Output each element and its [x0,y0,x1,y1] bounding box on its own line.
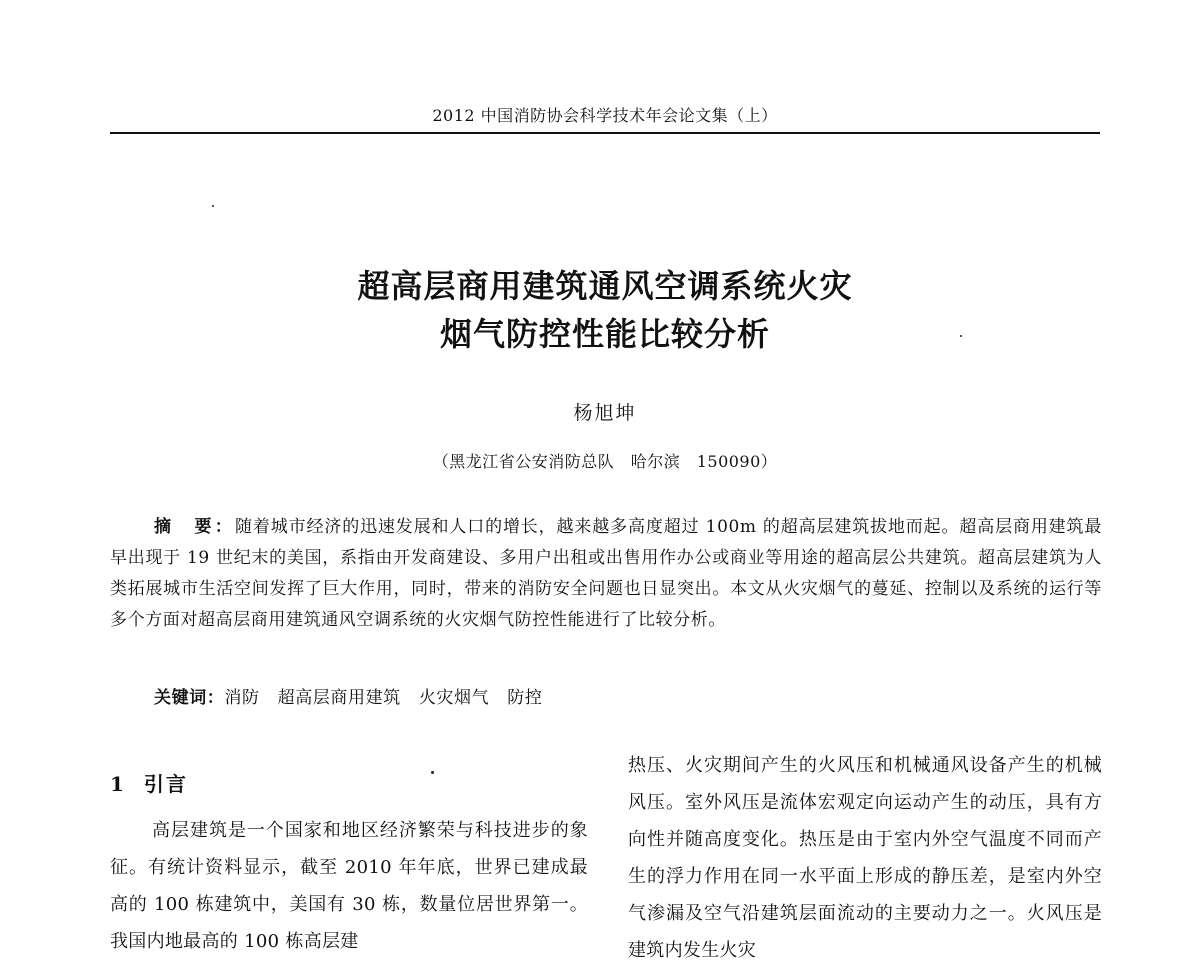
keyword: 消防 [224,688,260,708]
scan-speck [431,771,434,774]
abstract-label: 摘 要： [154,517,236,537]
author-name: 杨旭坤 [573,402,637,424]
paper-title [110,262,1100,358]
header-rule [110,132,1100,134]
section-number: 1 [110,772,126,796]
running-header: 2012 中国消防协会科学技术年会论文集（上） [432,106,778,125]
keywords [154,683,1094,713]
keyword: 火灾烟气 [418,688,490,708]
author-affiliation: （黑龙江省公安消防总队 哈尔滨 150090） [432,452,778,471]
title-line-2: 烟气防控性能比较分析 [439,315,770,353]
body-right-column: 热压、火灾期间产生的火风压和机械通风设备产生的机械风压。室外风压是流体宏观定向运动产生的动压，具有方向性并随高度变化。热压是由于室内外空气温度不同而产生的浮力作用在同一水平面上形成的静压差，是室内外空气渗漏及空气沿建筑层面流动的主要动力之一。火风压是建筑内发生火灾 [628,755,1102,961]
keywords-label: 关键词： [154,688,225,708]
abstract [110,512,1102,636]
title-line-1: 超高层商用建筑通风空调系统火灾 [357,267,853,305]
abstract-text: 随着城市经济的迅速发展和人口的增长，越来越多高度超过 100m 的超高层建筑拔地而起。超高层商用建筑最早出现于 19 世纪末的美国，系指由开发商建设、多用户出租或出售用作办公或商业等用途的超高层公共建筑。超高层建筑为人类拓展城市生活空间发挥了巨大作用，同时，带来的消防安全问题也日显突出。本文从火灾烟气的蔓延、控制以及系统的运行等多个方面对超高层商用建筑通风空调系统的火灾烟气防控性能进行了比较分析。 [110,517,1102,630]
section-title: 引言 [143,772,188,796]
keyword: 超高层商用建筑 [277,688,401,708]
body-left-column: 高层建筑是一个国家和地区经济繁荣与科技进步的象征。有统计资料显示，截至 2010 年年底，世界已建成最高的 100 栋建筑中，美国有 30 栋，数量位居世界第一。我国内地最高的 100 栋高层建 [110,820,588,952]
scan-speck [212,205,214,207]
section-heading [110,768,188,797]
scan-speck [960,335,962,337]
keyword: 防控 [507,688,543,708]
